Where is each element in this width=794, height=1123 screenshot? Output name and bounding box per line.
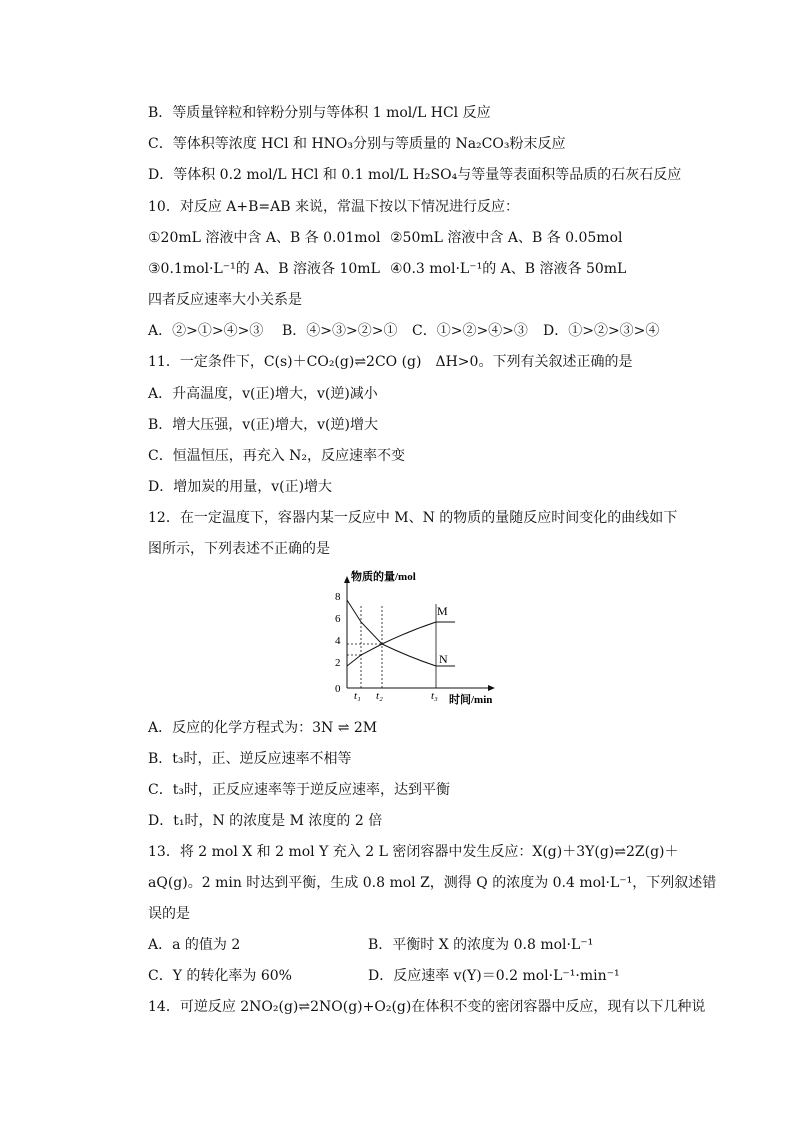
option-10a: A．②>①>④>③ (148, 323, 264, 339)
condition-2: ②50mL 溶液中含 A、B 各 0.05mol (390, 230, 623, 246)
condition-1: ①20mL 溶液中含 A、B 各 0.01mol (148, 230, 381, 246)
question-11-stem: 11．一定条件下，C(s)＋CO₂(g)⇌2CO (g) ΔH>0。下列有关叙述正确的是 (148, 354, 633, 370)
option-9b: B．等质量锌粒和锌粉分别与等体积 1 mol/L HCl 反应 (148, 105, 491, 121)
option-11b: B．增大压强，v(正)增大，v(逆)增大 (148, 417, 378, 433)
option-9d: D．等体积 0.2 mol/L HCl 和 0.1 mol/L H₂SO₄与等量等表面积等品质的石灰石反应 (148, 167, 682, 183)
question-13-stem-line1: 13．将 2 mol X 和 2 mol Y 充入 2 L 密闭容器中发生反应：X(g)＋3Y(g)⇌2Z(g)＋ (148, 844, 679, 860)
option-11c: C．恒温恒压，再充入 N₂，反应速率不变 (148, 448, 406, 464)
option-12d: D．t₁时，N 的浓度是 M 浓度的 2 倍 (148, 813, 383, 829)
amount-time-chart (325, 568, 505, 708)
question-12-stem-line1: 12．在一定温度下，容器内某一反应中 M、N 的物质的量随反应时间变化的曲线如下 (148, 510, 678, 526)
option-12b: B．t₃时，正、逆反应速率不相等 (148, 751, 352, 767)
y-tick-4: 4 (335, 635, 341, 647)
y-tick-0: 0 (335, 683, 341, 695)
condition-4: ④0.3 mol·L⁻¹的 A、B 溶液各 50mL (390, 261, 627, 277)
option-12a: A．反应的化学方程式为：3N ⇌ 2M (148, 720, 378, 736)
option-10d: D．①>②>③>④ (543, 323, 660, 339)
option-13a: A．a 的值为 2 (148, 937, 241, 953)
option-13b: B．平衡时 X 的浓度为 0.8 mol·L⁻¹ (368, 937, 594, 953)
x-axis-arrow (488, 685, 495, 691)
x-axis-label: 时间/min (449, 694, 493, 706)
y-tick-2: 2 (335, 657, 341, 669)
question-14-stem: 14．可逆反应 2NO₂(g)⇌2NO(g)+O₂(g)在体积不变的密闭容器中反应，现有以下几种说 (148, 999, 706, 1015)
question-10-stem: 10．对反应 A+B=AB 来说，常温下按以下情况进行反应： (148, 199, 519, 215)
question-13-stem-line3: 误的是 (148, 906, 190, 922)
y-tick-6: 6 (335, 613, 341, 625)
option-12c: C．t₃时，正反应速率等于逆反应速率，达到平衡 (148, 782, 450, 798)
option-13c: C．Y 的转化率为 60% (148, 968, 292, 984)
condition-3: ③0.1mol·L⁻¹的 A、B 溶液各 10mL (148, 261, 380, 277)
y-axis-arrow (344, 576, 350, 583)
curve-label-n: N (439, 652, 448, 666)
x-tick-t1: t₁ (354, 690, 361, 702)
option-11d: D．增加炭的用量，v(正)增大 (148, 479, 333, 495)
y-tick-8: 8 (335, 591, 341, 603)
x-tick-t2: t₂ (376, 690, 383, 702)
question-10-prompt: 四者反应速率大小关系是 (148, 292, 302, 308)
question-13-stem-line2: aQ(g)。2 min 时达到平衡，生成 0.8 mol Z，测得 Q 的浓度为 0.4 mol·L⁻¹，下列叙述错 (148, 875, 717, 891)
option-13d: D．反应速率 v(Y)＝0.2 mol·L⁻¹·min⁻¹ (368, 968, 620, 984)
curve-label-m: M (437, 604, 448, 618)
y-axis-label: 物质的量/mol (351, 571, 416, 583)
option-11a: A．升高温度，v(正)增大，v(逆)减小 (148, 386, 378, 402)
question-12-stem-line2: 图所示，下列表述不正确的是 (148, 541, 330, 557)
option-10c: C．①>②>④>③ (412, 323, 528, 339)
option-9c: C．等体积等浓度 HCl 和 HNO₃分别与等质量的 Na₂CO₃粉末反应 (148, 136, 566, 152)
option-10b: B．④>③>②>① (282, 323, 398, 339)
x-tick-t3: t₃ (431, 690, 438, 702)
